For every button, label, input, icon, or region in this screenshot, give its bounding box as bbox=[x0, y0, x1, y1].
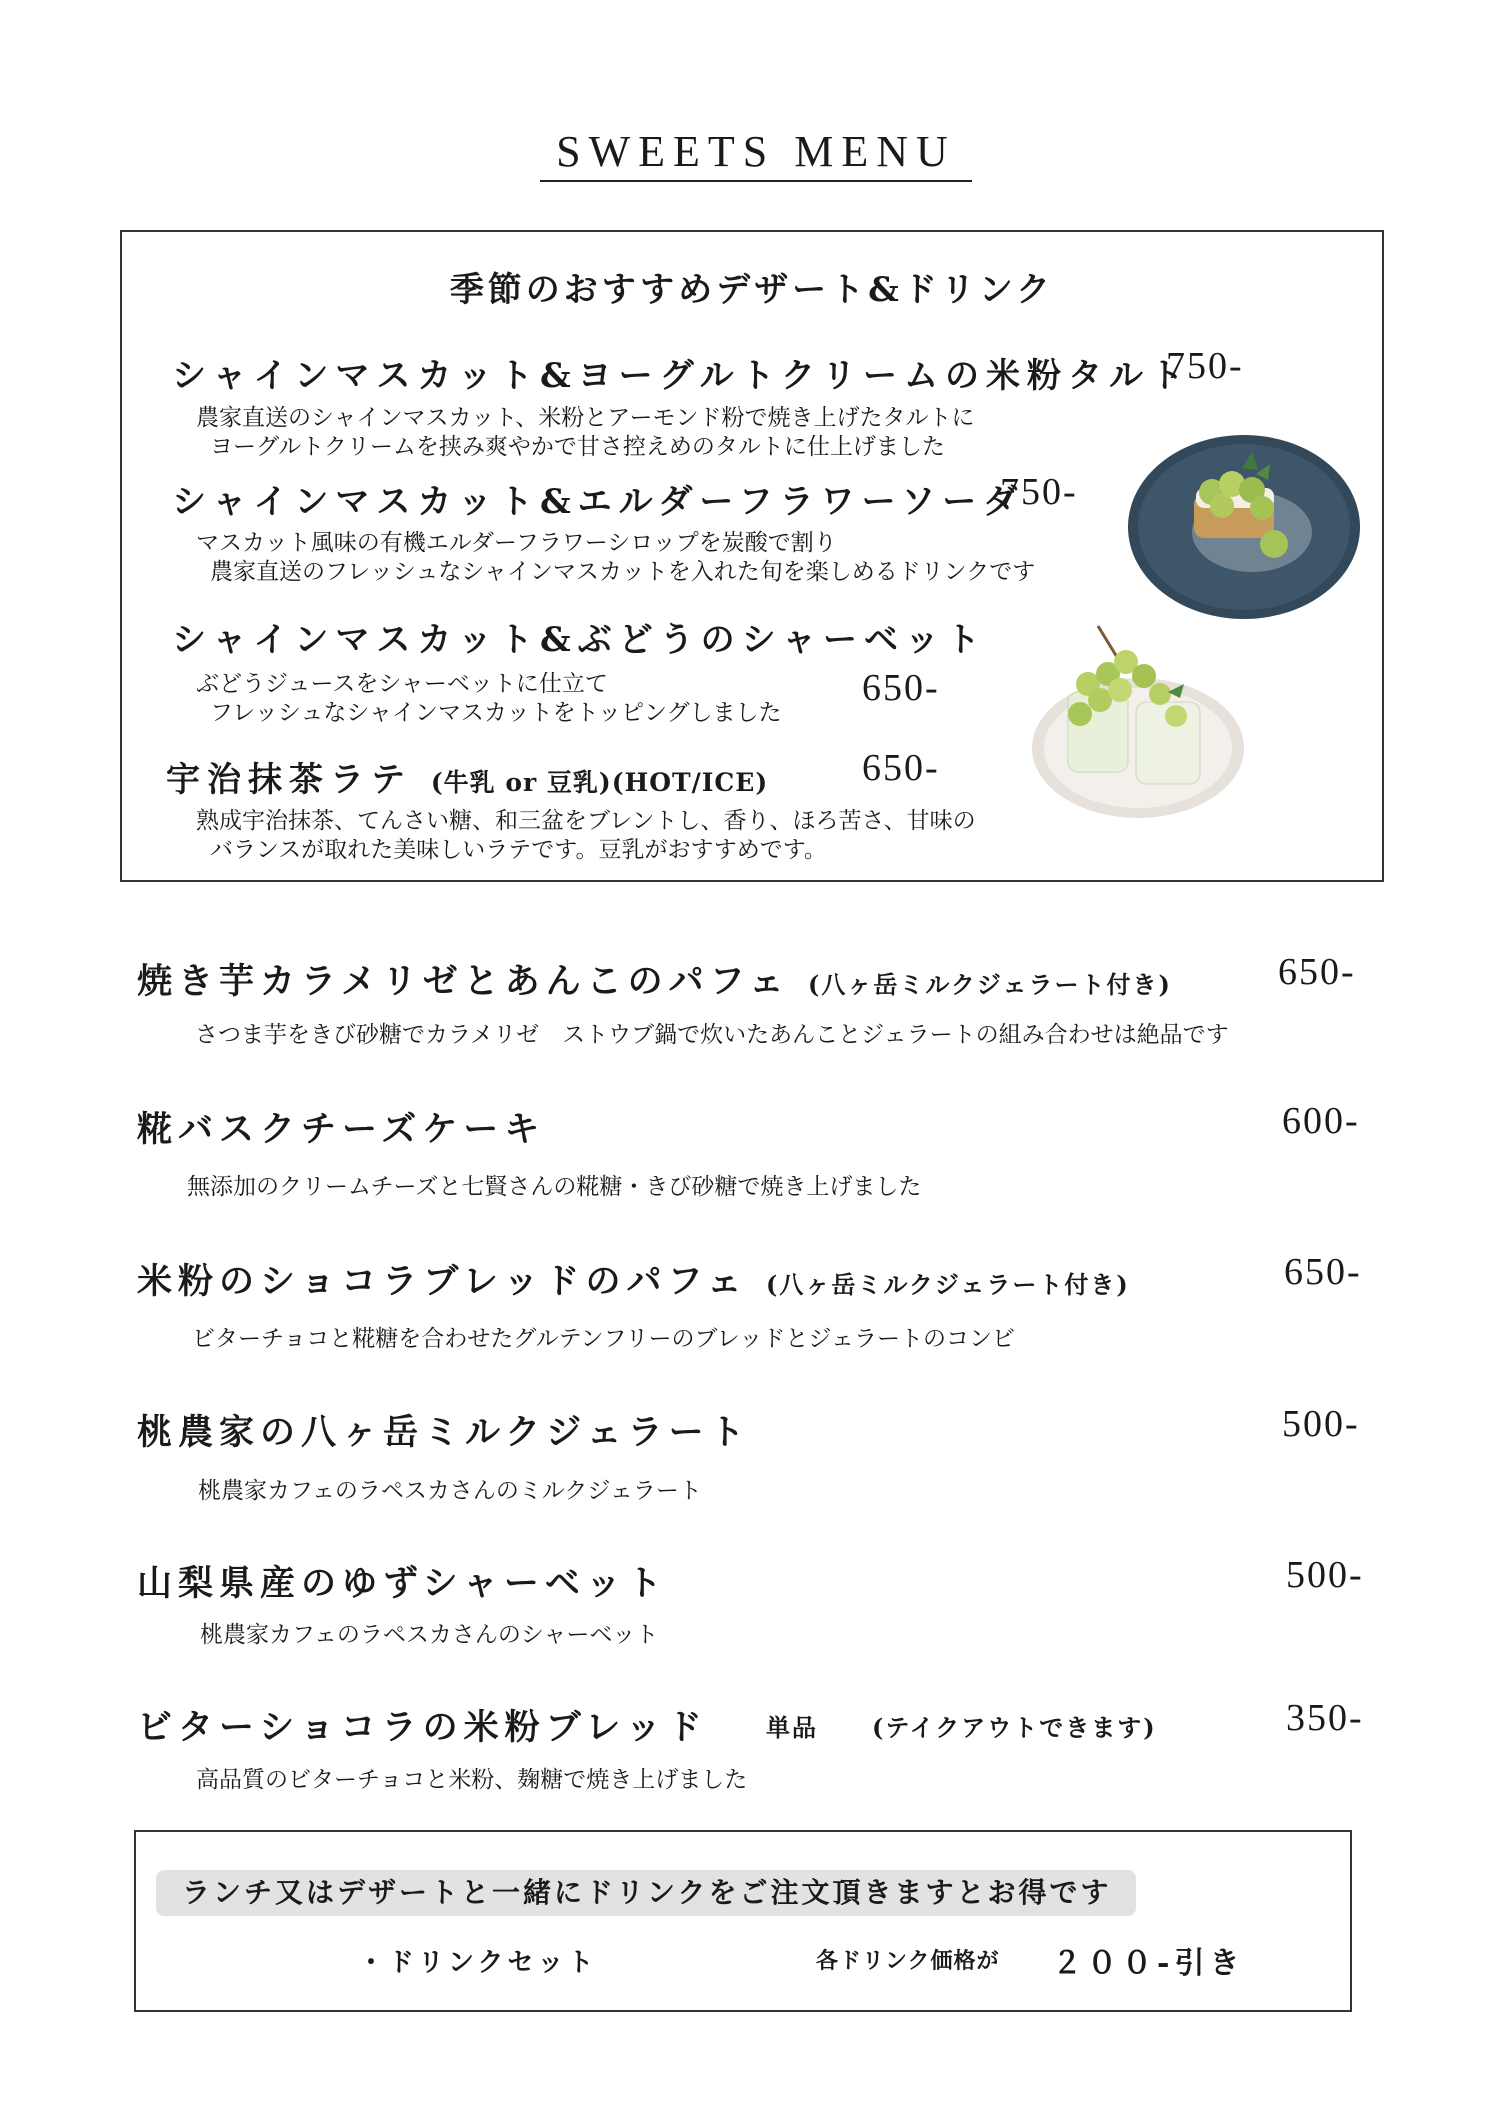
seasonal-item-desc bbox=[196, 807, 976, 865]
seasonal-box bbox=[120, 230, 1384, 882]
menu-item-name bbox=[137, 954, 1172, 1004]
menu-item-price: 500- bbox=[1286, 1554, 1364, 1596]
promo-heading: ランチ又はデザートと一緒にドリンクをご注文頂きますとお得です bbox=[156, 1870, 1136, 1916]
promo-note: 各ドリンク価格が bbox=[816, 1948, 1000, 1974]
desc-line: ヨーグルトクリームを挟み爽やかで甘さ控えめのタルトに仕上げました bbox=[210, 434, 945, 460]
item-name-text: 焼き芋カラメリゼとあんこのパフェ bbox=[137, 961, 790, 1002]
promo-item: ・ドリンクセット bbox=[358, 1948, 598, 1978]
desc-line: ぶどうジュースをシャーベットに仕立て bbox=[196, 671, 608, 697]
item-name-sub: (八ヶ岳ミルクジェラート付き) bbox=[808, 970, 1172, 999]
menu-item-price: 500- bbox=[1282, 1403, 1360, 1445]
promo-value: ２００-引き bbox=[1052, 1946, 1245, 1981]
seasonal-item-desc bbox=[196, 529, 1035, 587]
seasonal-item-name: シャインマスカット&ヨーグルトクリームの米粉タルト bbox=[172, 356, 1191, 396]
menu-item-name: 山梨県産のゆずシャーベット bbox=[137, 1563, 668, 1604]
menu-item-price: 350- bbox=[1286, 1697, 1364, 1739]
menu-item-price: 600- bbox=[1282, 1100, 1360, 1142]
desc-line: フレッシュなシャインマスカットをトッピングしました bbox=[210, 700, 782, 726]
seasonal-item-price: 650- bbox=[862, 747, 940, 789]
menu-item-name: 桃農家の八ヶ岳ミルクジェラート bbox=[137, 1412, 751, 1453]
seasonal-heading: 季節のおすすめデザート&ドリンク bbox=[449, 270, 1055, 310]
item-name-text: 米粉のショコラブレッドのパフェ bbox=[137, 1261, 748, 1302]
menu-item-name bbox=[137, 1254, 1130, 1304]
seasonal-item-price: 750- bbox=[1000, 471, 1078, 513]
page-title: SWEETS MENU bbox=[540, 126, 972, 182]
seasonal-item-price: 650- bbox=[862, 667, 940, 709]
tart-photo bbox=[1124, 432, 1364, 622]
seasonal-item-desc bbox=[196, 404, 975, 462]
desc-line: 農家直送のフレッシュなシャインマスカットを入れた旬を楽しめるドリンクです bbox=[210, 559, 1036, 585]
menu-item-name: 糀バスクチーズケーキ bbox=[137, 1109, 546, 1150]
seasonal-item-desc bbox=[196, 670, 782, 728]
desc-line: 農家直送のシャインマスカット、米粉とアーモンド粉で焼き上げたタルトに bbox=[196, 405, 975, 431]
seasonal-item-name: シャインマスカット&エルダーフラワーソーダ bbox=[172, 482, 1025, 522]
menu-item-price: 650- bbox=[1284, 1251, 1362, 1293]
menu-item-desc: 無添加のクリームチーズと七賢さんの糀糖・きび砂糖で焼き上げました bbox=[187, 1174, 922, 1200]
menu-item-desc: さつま芋をきび砂糖でカラメリゼ ストウブ鍋で炊いたあんことジェラートの組み合わせは絶品です bbox=[195, 1022, 1229, 1048]
item-note: 単品 bbox=[766, 1713, 818, 1742]
menu-item-name: ビターショコラの米粉ブレッド bbox=[137, 1707, 708, 1748]
item-name-sub: (八ヶ岳ミルクジェラート付き) bbox=[766, 1270, 1130, 1299]
seasonal-item-name: シャインマスカット&ぶどうのシャーベット bbox=[172, 620, 987, 660]
desc-line: マスカット風味の有機エルダーフラワーシロップを炭酸で割り bbox=[196, 530, 837, 556]
menu-item-desc: 高品質のビターチョコと米粉、麹糖で焼き上げました bbox=[196, 1767, 748, 1793]
sorbet-photo bbox=[1028, 622, 1248, 822]
item-note: (テイクアウトできます) bbox=[872, 1713, 1157, 1742]
desc-line: バランスが取れた美味しいラテです。豆乳がおすすめです。 bbox=[210, 837, 827, 863]
promo-box bbox=[134, 1830, 1352, 2012]
item-name-sub: (牛乳 or 豆乳)(HOT/ICE) bbox=[430, 768, 769, 797]
seasonal-item-name bbox=[166, 752, 768, 801]
desc-line: 熟成宇治抹茶、てんさい糖、和三盆をブレントし、香り、ほろ苦さ、甘味の bbox=[196, 808, 976, 834]
menu-item-desc: ビターチョコと糀糖を合わせたグルテンフリーのブレッドとジェラートのコンビ bbox=[192, 1326, 1015, 1352]
menu-item-price: 650- bbox=[1278, 951, 1356, 993]
menu-item-desc: 桃農家カフェのラペスカさんのミルクジェラート bbox=[198, 1478, 702, 1504]
item-name-text: 宇治抹茶ラテ bbox=[166, 760, 412, 800]
seasonal-item-price: 750- bbox=[1166, 345, 1244, 387]
menu-item-desc: 桃農家カフェのラペスカさんのシャーベット bbox=[200, 1622, 659, 1648]
